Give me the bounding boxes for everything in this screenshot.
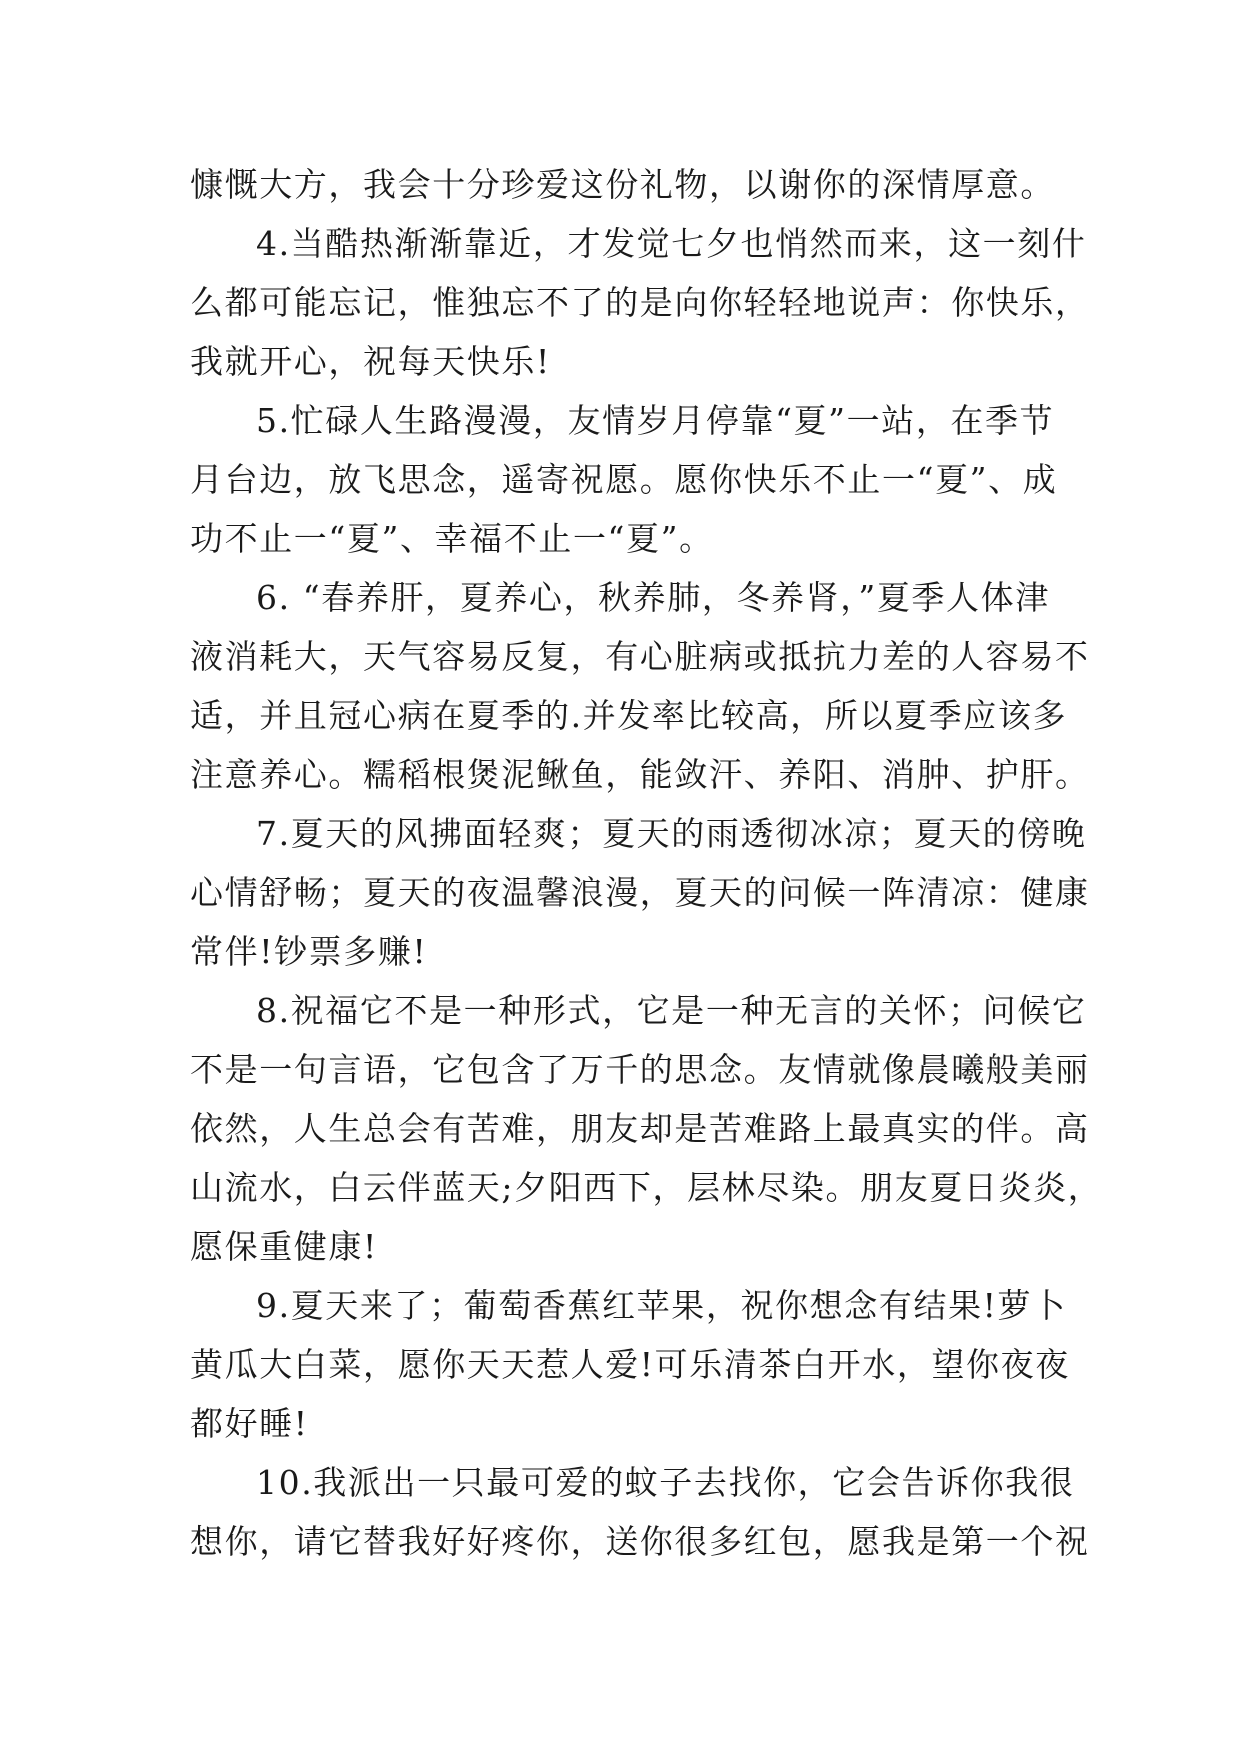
text-line: 心情舒畅；夏天的夜温馨浪漫，夏天的问候一阵清凉：健康 — [190, 873, 1090, 912]
text-line: 不是一句言语，它包含了万千的思念。友情就像晨曦般美丽 — [190, 1050, 1090, 1089]
paragraph-7 — [190, 804, 1090, 981]
text-line: 10.我派出一只最可爱的蚊子去找你，它会告诉你我很 — [256, 1463, 1075, 1502]
paragraph-6 — [190, 568, 1090, 804]
text-line: 6. “春养肝，夏养心，秋养肺，冬养肾，”夏季人体津 — [256, 578, 1050, 617]
text-line: 液消耗大，天气容易反复，有心脏病或抵抗力差的人容易不 — [190, 637, 1090, 676]
text-line: 黄瓜大白菜，愿你天天惹人爱!可乐清茶白开水，望你夜夜 — [190, 1345, 1070, 1384]
text-line: 想你，请它替我好好疼你，送你很多红包，愿我是第一个祝 — [190, 1522, 1090, 1561]
paragraph-5 — [190, 391, 1060, 568]
text-line: 9.夏天来了；葡萄香蕉红苹果，祝你想念有结果!萝卜 — [256, 1286, 1067, 1325]
text-line: 么都可能忘记，惟独忘不了的是向你轻轻地说声：你快乐， — [190, 283, 1090, 322]
text-line: 适，并且冠心病在夏季的.并发率比较高，所以夏季应该多 — [190, 696, 1068, 735]
text-line: 月台边，放飞思念，遥寄祝愿。愿你快乐不止一“夏”、成 — [190, 460, 1058, 499]
text-line: 功不止一“夏”、幸福不止一“夏”。 — [190, 519, 714, 558]
document-page — [190, 155, 1103, 1571]
text-line: 4.当酷热渐渐靠近，才发觉七夕也悄然而来，这一刻什 — [256, 224, 1087, 263]
paragraph-8 — [190, 981, 1103, 1276]
text-line: 8.祝福它不是一种形式，它是一种无言的关怀；问候它 — [256, 991, 1087, 1030]
paragraph-9 — [190, 1276, 1070, 1453]
text-line: 愿保重健康! — [190, 1227, 378, 1266]
text-line: 我就开心，祝每天快乐! — [190, 342, 551, 381]
paragraph-4 — [190, 214, 1090, 391]
text-line: 5.忙碌人生路漫漫，友情岁月停靠“夏”一站，在季节 — [256, 401, 1055, 440]
paragraph-3-continuation — [190, 155, 1060, 214]
text-line: 注意养心。糯稻根煲泥鳅鱼，能敛汗、养阳、消肿、护肝。 — [190, 755, 1090, 794]
text-line: 依然，人生总会有苦难，朋友却是苦难路上最真实的伴。高 — [190, 1109, 1090, 1148]
text-line: 慷慨大方，我会十分珍爱这份礼物，以谢你的深情厚意。 — [190, 165, 1055, 204]
text-line: 常伴!钞票多赚! — [190, 932, 428, 971]
text-line: 7.夏天的风拂面轻爽；夏天的雨透彻冰凉；夏天的傍晚 — [256, 814, 1087, 853]
text-line: 山流水，白云伴蓝天;夕阳西下，层林尽染。朋友夏日炎炎， — [190, 1168, 1103, 1207]
paragraph-10 — [190, 1453, 1090, 1571]
text-line: 都好睡! — [190, 1404, 309, 1443]
